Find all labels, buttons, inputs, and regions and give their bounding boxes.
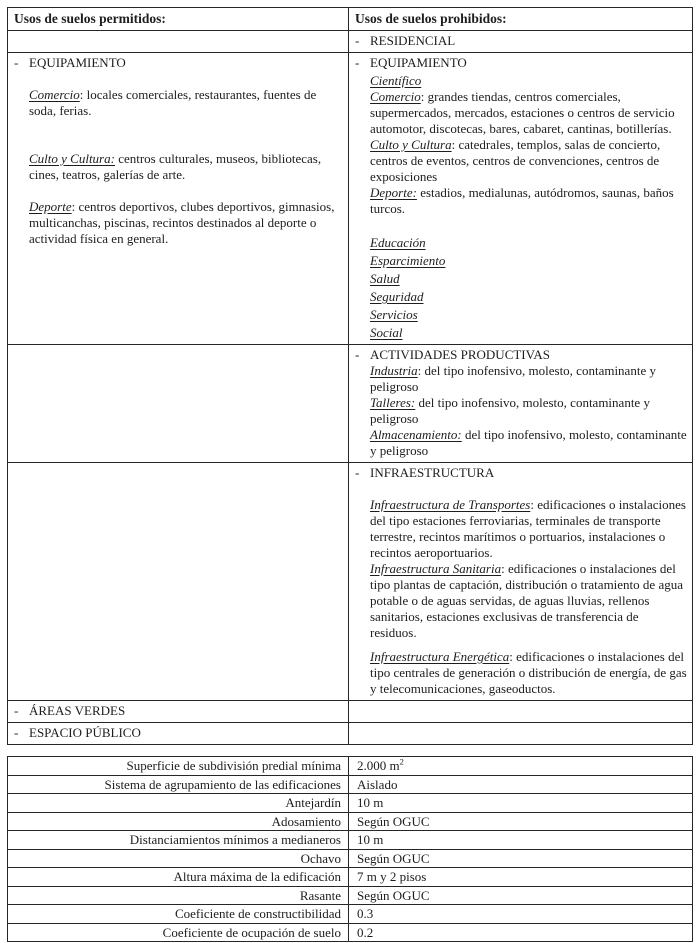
use-subcategory-label: Comercio: [29, 87, 80, 102]
blank-line: [14, 135, 343, 151]
use-category-item: [14, 725, 343, 741]
use-subcategory-label: Servicios: [370, 307, 418, 322]
use-description-text: : locales comerciales, restaurantes, fuentes de soda, ferias.: [29, 87, 317, 118]
use-description: [370, 89, 687, 137]
use-subcategory-term: [370, 253, 687, 269]
regulation-value: [349, 794, 693, 813]
regulation-label: Coeficiente de constructibilidad: [8, 905, 349, 924]
land-use-row: [8, 31, 693, 53]
blank-line: [355, 481, 687, 497]
use-subcategory-term: [370, 235, 687, 251]
land-use-row: [8, 345, 693, 463]
land-use-cell: [349, 701, 693, 723]
use-subcategory-term: [370, 271, 687, 287]
blank-line: [355, 641, 687, 649]
use-subcategory-term: [370, 325, 687, 341]
use-subcategory-label: Esparcimiento: [370, 253, 446, 268]
land-use-cell: [8, 701, 349, 723]
use-description-text: estadios, medialunas, autódromos, saunas, baños turcos.: [370, 185, 674, 216]
regulation-value: [349, 868, 693, 887]
use-subcategory-label: Infraestructura Energética: [370, 649, 510, 664]
use-description: [370, 363, 687, 395]
regulation-label: Coeficiente de ocupación de suelo: [8, 923, 349, 942]
use-description-text: : edificaciones o instalaciones del tipo estaciones ferroviarias, terminales de transporte terrestre, recintos marítimos o portuarios, instalaciones o recintos aeroportuarios.: [370, 497, 686, 560]
regulation-row: [8, 868, 693, 887]
regulation-label: Adosamiento: [8, 812, 349, 831]
land-use-row: [8, 723, 693, 745]
regulation-value: [349, 905, 693, 924]
use-category-item: [355, 33, 687, 49]
use-subcategory-label: Deporte:: [370, 185, 417, 200]
dash-bullet: -: [355, 347, 360, 362]
use-description-text: centros culturales, museos, bibliotecas, cines, teatros, galerías de arte.: [29, 151, 322, 182]
use-description: [29, 151, 343, 183]
land-use-cell: [349, 53, 693, 345]
land-use-cell: [349, 31, 693, 53]
use-subcategory-label: Industria: [370, 363, 418, 378]
use-category-item: [355, 347, 687, 363]
blank-line: [355, 217, 687, 233]
permitted-uses-header: Usos de suelos permitidos:: [8, 8, 349, 31]
use-category-label: ACTIVIDADES PRODUCTIVAS: [370, 347, 550, 362]
prohibited-uses-header: Usos de suelos prohibidos:: [349, 8, 693, 31]
use-subcategory-label: Salud: [370, 271, 400, 286]
regulation-row: [8, 923, 693, 942]
use-description-text: : grandes tiendas, centros comerciales, supermercados, mercados, estaciones o centros de servicio automotor, discotecas, bares, cabaret, cantinas, botillerías.: [370, 89, 675, 136]
building-regulations-table: [7, 756, 693, 942]
land-use-cell: [349, 723, 693, 745]
blank-line: [14, 183, 343, 199]
use-description-text: : edificaciones o instalaciones del tipo centrales de generación o distribución de energía, de gas y telecomunicaciones, gaseoductos.: [370, 649, 687, 696]
use-category-item: [14, 703, 343, 719]
regulation-row: [8, 849, 693, 868]
land-use-cell: [8, 463, 349, 701]
use-description-text: del tipo inofensivo, molesto, contaminante y peligroso: [370, 395, 650, 426]
land-use-header-row: [8, 8, 693, 31]
use-subcategory-label: Social: [370, 325, 403, 340]
regulation-value: [349, 849, 693, 868]
use-category-item: [14, 55, 343, 71]
use-subcategory-term: [370, 307, 687, 323]
regulation-value-text: Según OGUC: [357, 850, 430, 866]
regulation-label: Ochavo: [8, 849, 349, 868]
land-use-cell: [8, 53, 349, 345]
regulation-value-text: 0.3: [357, 906, 374, 921]
use-subcategory-label: Comercio: [370, 89, 421, 104]
regulation-label: Altura máxima de la edificación: [8, 868, 349, 887]
use-description-text: : del tipo inofensivo, molesto, contaminante y peligroso: [370, 363, 656, 394]
use-subcategory-term: [370, 289, 687, 305]
use-description-text: : catedrales, templos, salas de concierto, centros de eventos, centros de convenciones, centros de exposiciones: [370, 137, 661, 184]
use-description: [29, 87, 343, 119]
regulation-value: [349, 886, 693, 905]
blank-line: [14, 119, 343, 135]
land-use-cell: [8, 31, 349, 53]
land-use-table-body: [8, 31, 693, 745]
use-category-label: ESPACIO PÚBLICO: [29, 725, 141, 740]
use-description-text: del tipo inofensivo, molesto, contaminante y peligroso: [370, 427, 687, 458]
regulation-value: [349, 812, 693, 831]
use-description-text: : edificaciones o instalaciones del tipo plantas de captación, distribución o tratamiento de agua potable o de aguas servidas, de aguas lluvias, rellenos sanitarios, estaciones exclusivas de transferencia de residuos.: [370, 561, 683, 640]
regulation-row: [8, 794, 693, 813]
use-category-label: INFRAESTRUCTURA: [370, 465, 495, 480]
use-subcategory-label: Almacenamiento:: [370, 427, 462, 442]
use-description: [370, 395, 687, 427]
use-category-label: EQUIPAMIENTO: [370, 55, 467, 70]
use-description: [370, 427, 687, 459]
regulation-value-text: Según OGUC: [357, 887, 430, 903]
dash-bullet: -: [14, 55, 19, 70]
use-description: [370, 649, 687, 697]
regulation-value: [349, 775, 693, 794]
land-use-cell: [8, 345, 349, 463]
dash-bullet: -: [355, 33, 360, 48]
regulation-value-text: Aislado: [357, 776, 398, 792]
land-use-cell: [349, 463, 693, 701]
regulation-row: [8, 775, 693, 794]
use-subcategory-label: Culto y Cultura: [370, 137, 452, 152]
use-subcategory-label: Infraestructura de Transportes: [370, 497, 531, 512]
regulation-value-text: 10 m: [357, 795, 384, 810]
regulation-value: [349, 831, 693, 850]
use-description: [370, 185, 687, 217]
regulation-value: [349, 757, 693, 776]
dash-bullet: -: [355, 465, 360, 480]
regulation-value-text: 0.2: [357, 924, 374, 940]
use-subcategory-label: Deporte: [29, 199, 72, 214]
land-use-cell: [8, 723, 349, 745]
use-subcategory-label: Educación: [370, 235, 426, 250]
regulation-value-text: 2.000 m: [357, 758, 400, 773]
regulation-value: [349, 923, 693, 942]
use-description-text: : centros deportivos, clubes deportivos, gimnasios, multicanchas, piscinas, recintos destinados al deporte o actividad física en general.: [29, 199, 335, 246]
regulation-label: Sistema de agrupamiento de las edificaciones: [8, 775, 349, 794]
building-regulations-table-body: [8, 757, 693, 942]
use-category-label: RESIDENCIAL: [370, 33, 456, 48]
land-use-row: [8, 463, 693, 701]
use-description: [370, 561, 687, 641]
regulation-row: [8, 886, 693, 905]
use-subcategory-label: Científico: [370, 73, 422, 88]
land-use-row: [8, 701, 693, 723]
dash-bullet: -: [14, 725, 19, 740]
land-use-row: [8, 53, 693, 345]
regulation-row: [8, 757, 693, 776]
use-category-label: EQUIPAMIENTO: [29, 55, 126, 70]
land-use-cell: [349, 345, 693, 463]
regulation-row: [8, 831, 693, 850]
regulation-value-text: Según OGUC: [357, 813, 430, 829]
regulation-label: Antejardín: [8, 794, 349, 813]
use-category-item: [355, 55, 687, 71]
use-description: [370, 137, 687, 185]
use-category-label: ÁREAS VERDES: [29, 703, 126, 718]
use-subcategory-term: [370, 73, 687, 89]
use-subcategory-label: Seguridad: [370, 289, 424, 304]
use-category-item: [355, 465, 687, 481]
dash-bullet: -: [14, 703, 19, 718]
regulation-value-text: 10 m: [357, 832, 384, 847]
land-use-table: [7, 7, 693, 745]
regulation-value-text: 7 m y 2 pisos: [357, 869, 427, 884]
regulation-row: [8, 812, 693, 831]
regulation-label: Rasante: [8, 886, 349, 905]
regulation-value-superscript: 2: [399, 756, 404, 767]
use-subcategory-label: Infraestructura Sanitaria: [370, 561, 502, 576]
use-subcategory-label: Talleres:: [370, 395, 416, 410]
use-description: [29, 199, 343, 247]
use-subcategory-label: Culto y Cultura:: [29, 151, 115, 166]
use-description: [370, 497, 687, 561]
dash-bullet: -: [355, 55, 360, 70]
regulation-label: Superficie de subdivisión predial mínima: [8, 757, 349, 776]
regulation-row: [8, 905, 693, 924]
blank-line: [14, 71, 343, 87]
regulation-label: Distanciamientos mínimos a medianeros: [8, 831, 349, 850]
